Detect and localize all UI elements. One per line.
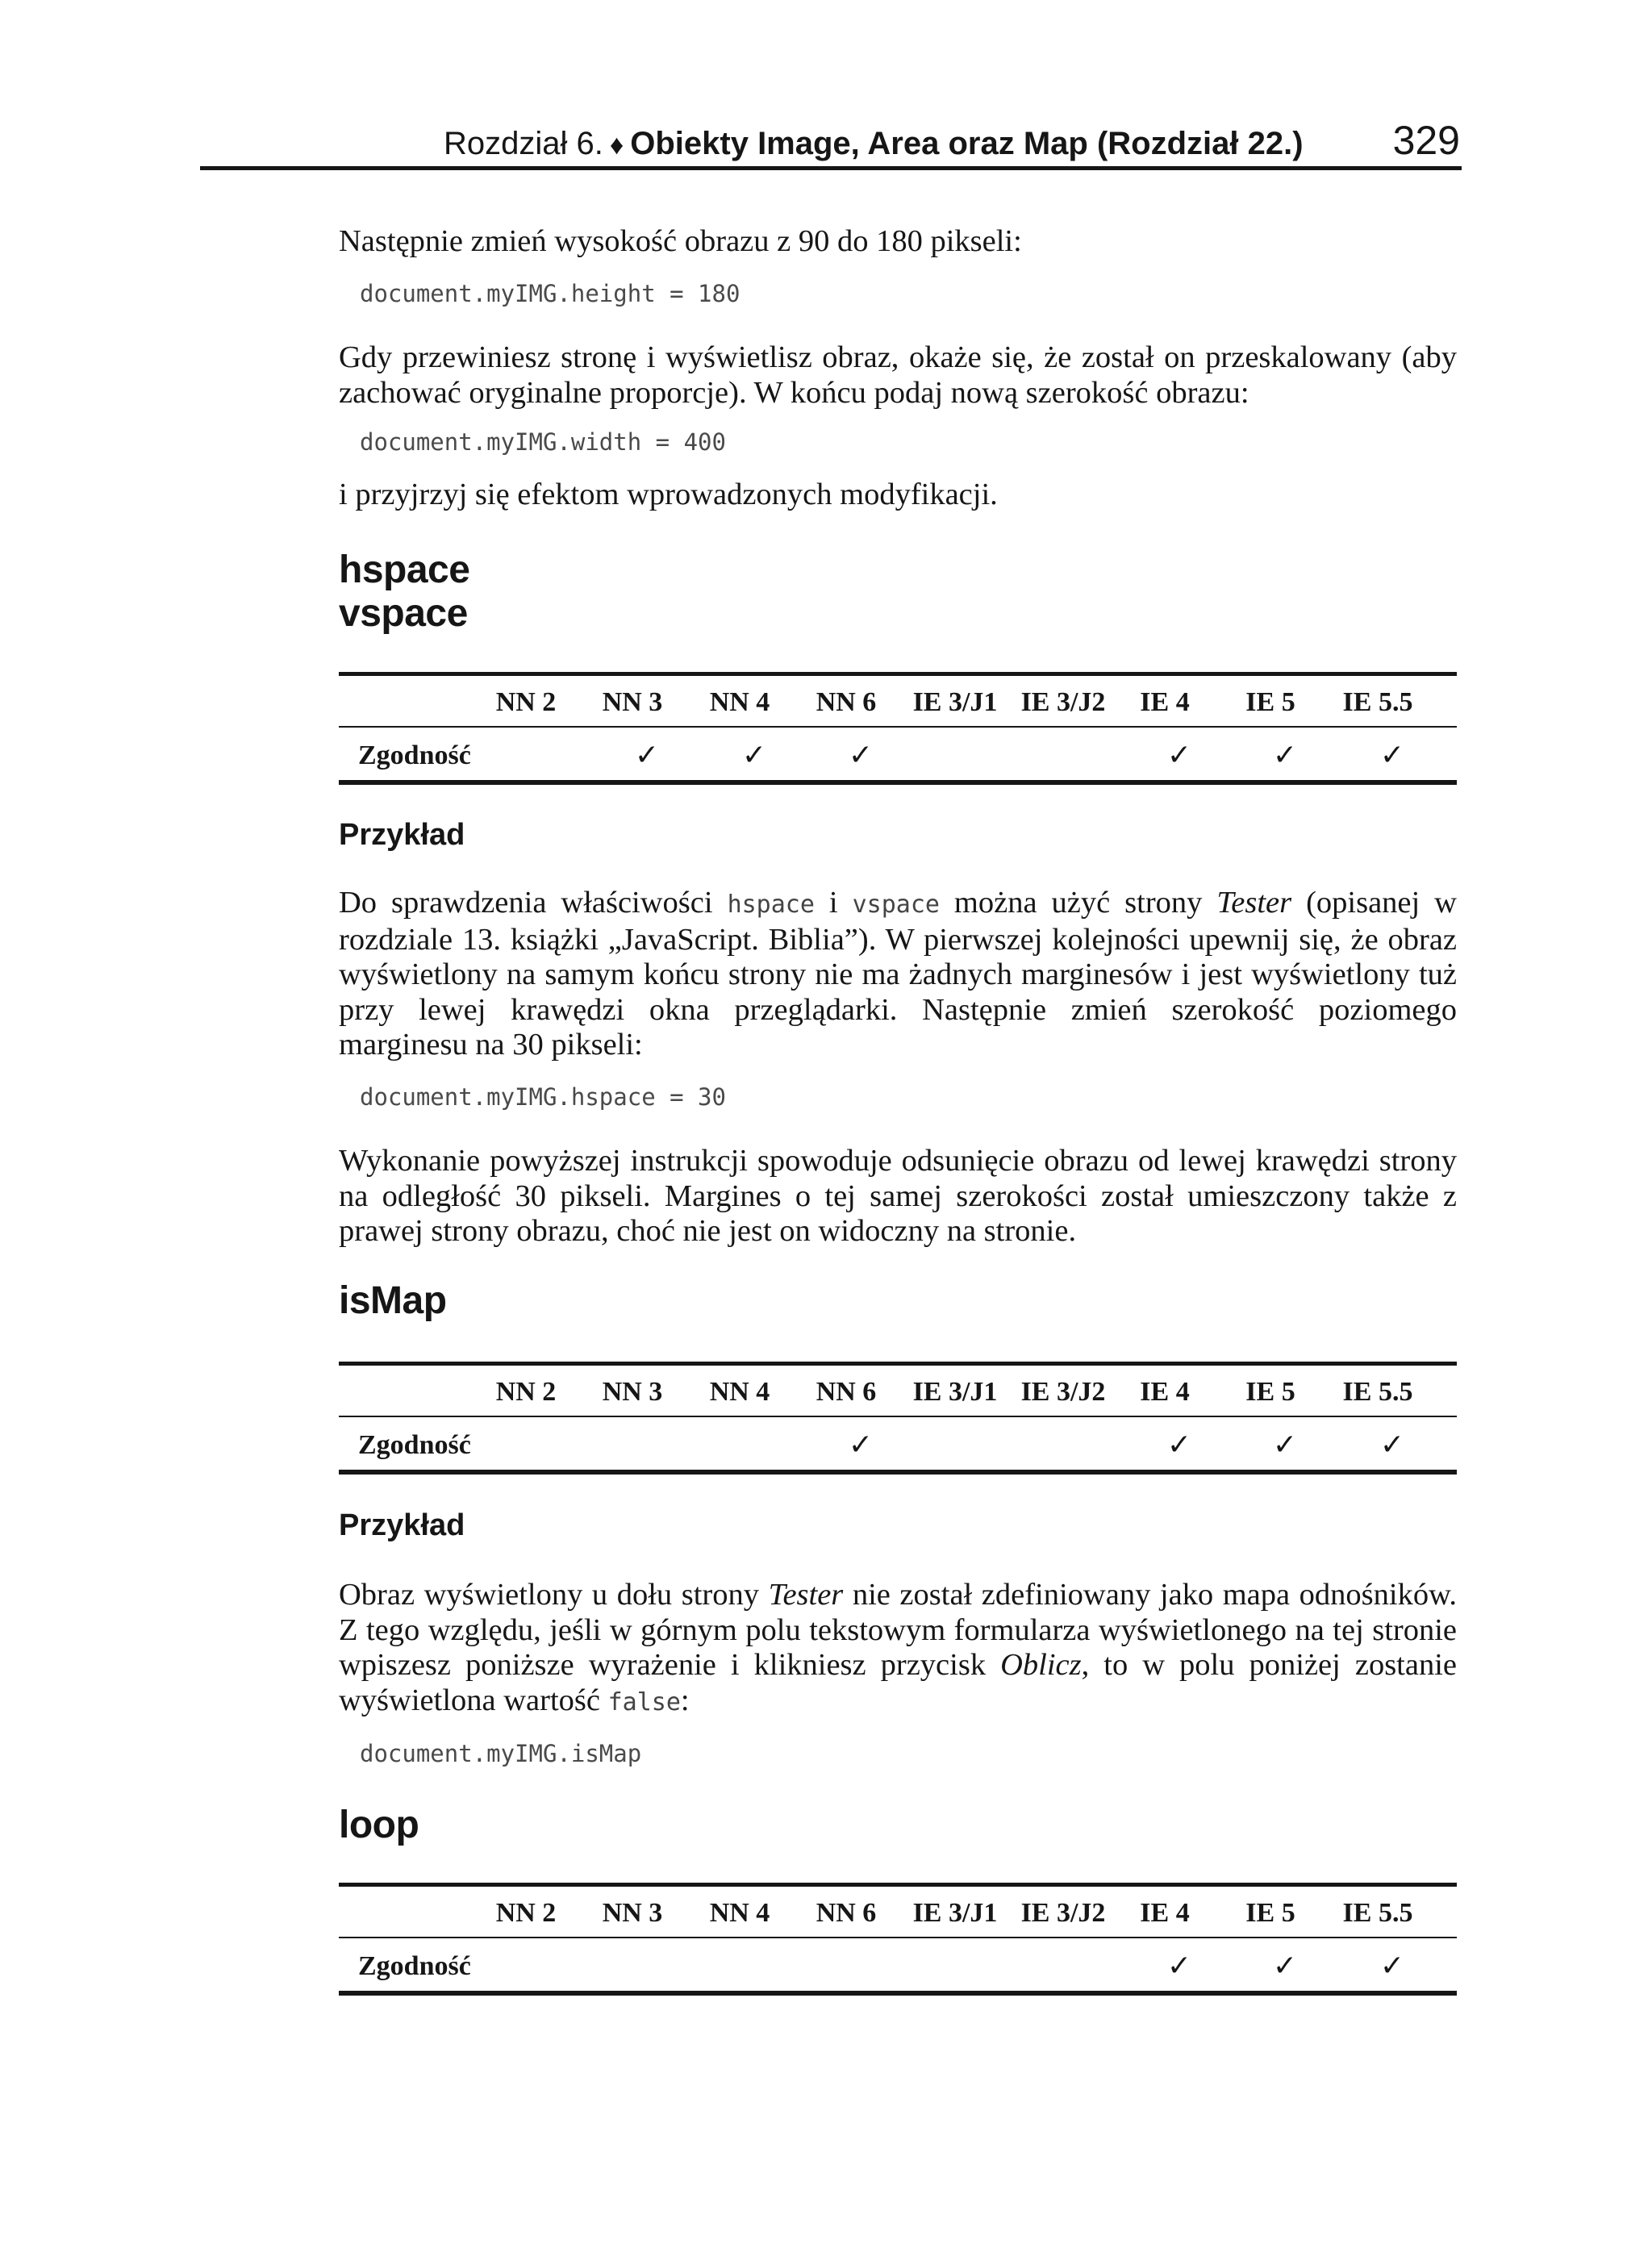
text-run: (opisanej w rozdziale 13. książki „JavaScript. Biblia”). W pierwszej kolejności upewnij się, że obraz wyświetlony na samym końcu strony nie ma żadnych marginesów i jest wyświetlony tuż przy lewej krawędzi okna przeglądarki. Następnie zmień szerokość poziomego marginesu na 30 pikseli: (339, 886, 1457, 1062)
code-ismap: document.myIMG.isMap (360, 1740, 642, 1767)
check-icon: ✓ (1272, 1429, 1298, 1462)
table-rule-top (339, 1883, 1457, 1887)
table-data-row (339, 1428, 1457, 1463)
heading-vspace: vspace (339, 592, 468, 635)
browser-column-header: NN 6 (816, 687, 877, 717)
check-icon: ✓ (1166, 1429, 1192, 1462)
check-icon: ✓ (1272, 1950, 1298, 1983)
table-header-row (339, 685, 1457, 720)
browser-column-header: NN 2 (495, 1898, 557, 1928)
code-hspace: document.myIMG.hspace = 30 (360, 1083, 726, 1111)
inline-code: false (607, 1687, 681, 1716)
page-number: 329 (1392, 118, 1460, 163)
check-icon: ✓ (848, 739, 874, 772)
row-label: Zgodność (358, 1951, 471, 1981)
browser-column-header: IE 5 (1245, 687, 1295, 717)
browser-column-header: IE 3/J1 (912, 1377, 998, 1407)
browser-column-header: NN 2 (495, 1377, 557, 1407)
table-header-row (339, 1896, 1457, 1931)
browser-column-header: IE 3/J1 (912, 1898, 998, 1928)
heading-hspace: hspace (339, 549, 470, 591)
browser-column-header: NN 4 (709, 1377, 770, 1407)
inline-code: vspace (852, 891, 940, 919)
intro-paragraph-3: i przyjrzyj się efektom wprowadzonych modyfikacji. (339, 478, 998, 511)
browser-column-header: IE 3/J2 (1020, 1898, 1106, 1928)
hspace-paragraph-1 (339, 886, 1457, 1063)
table-rule-top (339, 1362, 1457, 1366)
text-run: można użyć strony (939, 886, 1217, 920)
browser-column-header: NN 2 (495, 687, 557, 717)
table-rule-bottom (339, 1991, 1457, 1996)
browser-column-header: IE 4 (1140, 687, 1190, 717)
ismap-paragraph-1 (339, 1578, 1457, 1720)
text-run: i (814, 886, 853, 920)
browser-column-header: IE 5 (1245, 1377, 1295, 1407)
browser-column-header: NN 3 (602, 1898, 663, 1928)
browser-column-header: NN 3 (602, 1377, 663, 1407)
text-run: , to w polu poniżej zostanie wyświetlona wartość (339, 1648, 1458, 1717)
check-icon: ✓ (1272, 739, 1298, 772)
browser-column-header: IE 4 (1140, 1898, 1190, 1928)
code-height: document.myIMG.height = 180 (360, 280, 740, 307)
table-data-row (339, 738, 1457, 774)
browser-column-header: NN 6 (816, 1377, 877, 1407)
hspace-paragraph-2: Wykonanie powyższej instrukcji spowoduje odsunięcie obrazu od lewej krawędzi strony na odległość 30 pikseli. Margines o tej samej szerokości został umieszczony także z prawej strony obrazu, choć nie jest on widoczny na stronie. (339, 1144, 1457, 1248)
check-icon: ✓ (848, 1429, 874, 1462)
check-icon: ✓ (634, 739, 660, 772)
example-heading-hspace: Przykład (339, 818, 465, 852)
table-data-row (339, 1949, 1457, 1984)
check-icon: ✓ (1166, 739, 1192, 772)
browser-column-header: IE 5.5 (1342, 1898, 1413, 1928)
table-rule-bottom (339, 780, 1457, 785)
table-rule-bottom (339, 1470, 1457, 1475)
text-run: Obraz wyświetlony u dołu strony (339, 1578, 769, 1612)
italic-text: Tester (768, 1578, 844, 1612)
heading-ismap: isMap (339, 1279, 447, 1322)
chapter-title: Obiekty Image, Area oraz Map (Rozdział 22.) (630, 126, 1304, 161)
text-run: nie został zdefiniowany jako mapa odnośników. Z tego względu, jeśli w górnym polu tekstowym formularza wyświetlonego na tej stronie wpiszesz poniższe wyrażenie i klikniesz przycisk (339, 1578, 1458, 1682)
browser-column-header: IE 5.5 (1342, 1377, 1413, 1407)
heading-loop: loop (339, 1804, 419, 1846)
check-icon: ✓ (1166, 1950, 1192, 1983)
row-label: Zgodność (358, 1430, 471, 1460)
browser-column-header: NN 4 (709, 687, 770, 717)
check-icon: ✓ (1379, 1950, 1405, 1983)
table-rule-top (339, 672, 1457, 676)
check-icon: ✓ (741, 739, 767, 772)
check-icon: ✓ (1379, 1429, 1405, 1462)
browser-column-header: IE 3/J2 (1020, 1377, 1106, 1407)
running-header (444, 121, 1484, 168)
intro-paragraph-2: Gdy przewiniesz stronę i wyświetlisz obraz, okaże się, że został on przeskalowany (aby zachować oryginalne proporcje). W końcu podaj nową szerokość obrazu: (339, 340, 1457, 410)
browser-column-header: IE 5.5 (1342, 687, 1413, 717)
inline-code: hspace (727, 891, 815, 919)
chapter-label: Rozdział 6. (444, 126, 603, 161)
browser-column-header: IE 3/J1 (912, 687, 998, 717)
intro-paragraph-1: Następnie zmień wysokość obrazu z 90 do 180 pikseli: (339, 224, 1022, 258)
browser-column-header: NN 4 (709, 1898, 770, 1928)
diamond-icon: ♦ (609, 130, 624, 161)
italic-text: Tester (1216, 886, 1292, 920)
browser-column-header: NN 6 (816, 1898, 877, 1928)
browser-column-header: IE 5 (1245, 1898, 1295, 1928)
table-rule-mid (339, 1416, 1457, 1417)
row-label: Zgodność (358, 740, 471, 770)
browser-column-header: NN 3 (602, 687, 663, 717)
text-run: : (680, 1683, 690, 1717)
table-rule-mid (339, 726, 1457, 728)
check-icon: ✓ (1379, 739, 1405, 772)
table-rule-mid (339, 1937, 1457, 1938)
header-rule (200, 166, 1462, 170)
browser-column-header: IE 3/J2 (1020, 687, 1106, 717)
italic-text: Oblicz (1000, 1648, 1082, 1682)
code-width: document.myIMG.width = 400 (360, 428, 726, 456)
text-run: Do sprawdzenia właściwości (339, 886, 728, 920)
browser-column-header: IE 4 (1140, 1377, 1190, 1407)
example-heading-ismap: Przykład (339, 1508, 465, 1542)
table-header-row (339, 1374, 1457, 1410)
